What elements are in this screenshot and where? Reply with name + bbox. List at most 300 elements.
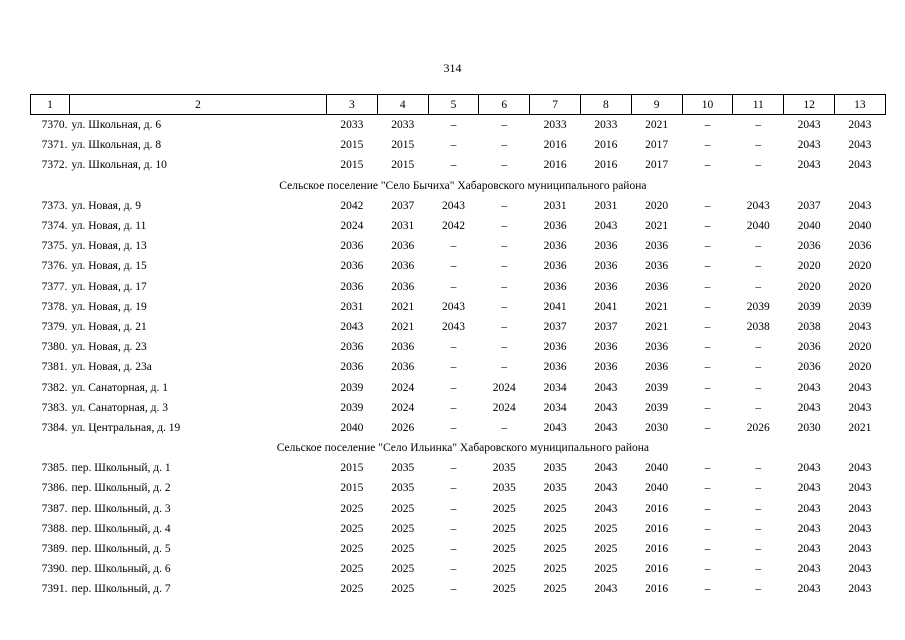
row-value: 2043 (848, 502, 872, 515)
row-value: 2043 (848, 119, 872, 132)
row-value: 2025 (492, 522, 516, 535)
row-value: 2035 (543, 462, 567, 475)
row-value: 2043 (848, 462, 872, 475)
row-value: – (704, 139, 711, 152)
row-value: 2024 (391, 401, 415, 414)
row-value: – (704, 421, 711, 434)
row-value: 2025 (543, 563, 567, 576)
row-value: 2043 (746, 199, 770, 212)
row-value: 2043 (441, 320, 465, 333)
row-value: 2021 (391, 300, 415, 313)
row-value: 2036 (391, 260, 415, 273)
row-value: 2025 (391, 522, 415, 535)
row-value: 2043 (848, 199, 872, 212)
row-value: 2043 (797, 502, 821, 515)
row-value: – (450, 119, 457, 132)
row-value: 2037 (594, 320, 618, 333)
row-value: 2015 (391, 159, 415, 172)
row-value: 2036 (645, 361, 669, 374)
row-value: 2036 (340, 341, 364, 354)
row-value: – (704, 341, 711, 354)
row-value: 2043 (441, 300, 465, 313)
row-value: – (755, 341, 762, 354)
row-value: 2037 (543, 320, 567, 333)
row-value: 2033 (543, 119, 567, 132)
row-address: ул. Новая, д. 21 (71, 320, 147, 333)
row-value: – (755, 381, 762, 394)
row-value: – (704, 240, 711, 253)
row-number: 7370. (41, 119, 68, 132)
row-value: 2020 (645, 199, 669, 212)
row-value: 2036 (645, 280, 669, 293)
row-value: 2015 (340, 159, 364, 172)
row-value: 2025 (492, 502, 516, 515)
row-value: 2021 (645, 119, 669, 132)
row-value: 2036 (391, 280, 415, 293)
row-value: 2025 (492, 543, 516, 556)
section-title: Сельское поселение "Село Ильинка" Хабаровского муниципального района (276, 442, 650, 455)
row-value: 2016 (645, 543, 669, 556)
row-value: 2025 (391, 583, 415, 596)
row-value: – (450, 543, 457, 556)
row-value: 2040 (848, 220, 872, 233)
row-value: 2039 (340, 401, 364, 414)
row-value: 2025 (340, 502, 364, 515)
row-number: 7383. (41, 401, 68, 414)
row-value: – (450, 260, 457, 273)
row-address: ул. Санаторная, д. 1 (71, 381, 168, 394)
row-value: 2035 (391, 462, 415, 475)
table-header (31, 95, 886, 115)
row-value: 2036 (340, 361, 364, 374)
row-value: – (704, 563, 711, 576)
row-value: 2037 (391, 199, 415, 212)
row-value: – (450, 583, 457, 596)
row-value: – (755, 361, 762, 374)
row-value: 2034 (543, 401, 567, 414)
row-value: – (450, 522, 457, 535)
row-value: – (755, 583, 762, 596)
row-value: – (450, 341, 457, 354)
row-value: – (704, 401, 711, 414)
row-value: – (704, 583, 711, 596)
row-value: – (450, 563, 457, 576)
section-row (31, 438, 886, 458)
row-value: 2021 (645, 300, 669, 313)
header-cell: 1 (31, 95, 70, 115)
row-address: ул. Новая, д. 23 (71, 341, 147, 354)
row-address: пер. Школьный, д. 6 (71, 563, 171, 576)
row-address: ул. Школьная, д. 8 (71, 139, 162, 152)
row-value: – (501, 220, 508, 233)
table-row (31, 256, 886, 276)
row-number: 7379. (41, 320, 68, 333)
row-value: 2043 (797, 401, 821, 414)
row-value: 2024 (492, 401, 516, 414)
row-value: 2036 (797, 341, 821, 354)
header-cell: 6 (479, 95, 530, 115)
row-value: 2016 (645, 502, 669, 515)
row-value: – (450, 421, 457, 434)
section-row (31, 176, 886, 196)
table-row (31, 398, 886, 418)
row-number: 7382. (41, 381, 68, 394)
row-value: 2036 (594, 341, 618, 354)
row-address: ул. Новая, д. 11 (71, 220, 147, 233)
row-value: 2024 (391, 381, 415, 394)
table-row (31, 478, 886, 498)
row-value: 2036 (340, 280, 364, 293)
row-value: 2036 (543, 280, 567, 293)
row-value: 2039 (645, 381, 669, 394)
row-value: – (501, 139, 508, 152)
row-value: 2024 (340, 220, 364, 233)
row-number: 7378. (41, 300, 68, 313)
row-value: 2043 (848, 543, 872, 556)
row-value: 2025 (492, 563, 516, 576)
row-value: 2040 (340, 421, 364, 434)
row-value: – (755, 543, 762, 556)
row-value: 2035 (543, 482, 567, 495)
row-value: 2036 (645, 260, 669, 273)
row-value: 2043 (848, 320, 872, 333)
row-value: 2036 (391, 240, 415, 253)
row-value: 2043 (594, 401, 618, 414)
row-value: – (450, 159, 457, 172)
row-number: 7384. (41, 421, 68, 434)
row-value: – (704, 482, 711, 495)
row-value: 2020 (797, 260, 821, 273)
row-value: 2039 (746, 300, 770, 313)
row-value: 2025 (543, 522, 567, 535)
row-value: 2043 (797, 543, 821, 556)
row-value: 2025 (340, 522, 364, 535)
row-address: пер. Школьный, д. 2 (71, 482, 171, 495)
row-value: – (501, 240, 508, 253)
row-value: 2042 (441, 220, 465, 233)
row-value: 2039 (645, 401, 669, 414)
table-row (31, 317, 886, 337)
row-value: 2043 (594, 220, 618, 233)
row-number: 7374. (41, 220, 68, 233)
row-value: – (755, 240, 762, 253)
header-cell: 8 (580, 95, 631, 115)
row-value: 2042 (340, 199, 364, 212)
row-number: 7373. (41, 199, 68, 212)
row-value: 2016 (645, 522, 669, 535)
row-value: 2036 (594, 280, 618, 293)
row-number: 7371. (41, 139, 68, 152)
row-value: – (501, 421, 508, 434)
row-value: – (704, 462, 711, 475)
row-number: 7381. (41, 361, 68, 374)
row-value: 2043 (848, 522, 872, 535)
row-value: 2038 (797, 320, 821, 333)
header-row (31, 95, 886, 115)
table-row (31, 297, 886, 317)
row-value: 2043 (543, 421, 567, 434)
table-body (31, 115, 886, 600)
row-value: – (755, 139, 762, 152)
table-row (31, 458, 886, 478)
row-value: 2043 (594, 381, 618, 394)
row-value: 2039 (797, 300, 821, 313)
row-value: 2036 (594, 361, 618, 374)
table-row (31, 519, 886, 539)
row-number: 7385. (41, 462, 68, 475)
row-value: 2016 (594, 139, 618, 152)
row-value: 2040 (746, 220, 770, 233)
row-value: 2036 (797, 240, 821, 253)
row-value: 2024 (492, 381, 516, 394)
row-value: 2025 (391, 543, 415, 556)
row-value: 2043 (848, 401, 872, 414)
table-row (31, 539, 886, 559)
row-value: 2043 (848, 482, 872, 495)
row-value: – (450, 280, 457, 293)
row-value: – (501, 280, 508, 293)
row-value: 2016 (645, 563, 669, 576)
row-value: 2039 (340, 381, 364, 394)
row-value: – (450, 482, 457, 495)
row-value: 2043 (848, 583, 872, 596)
row-address: пер. Школьный, д. 3 (71, 502, 171, 515)
row-value: – (704, 361, 711, 374)
header-cell: 9 (631, 95, 682, 115)
row-value: 2015 (391, 139, 415, 152)
row-value: 2033 (340, 119, 364, 132)
row-value: – (704, 522, 711, 535)
row-value: 2021 (645, 320, 669, 333)
row-value: 2036 (543, 341, 567, 354)
header-cell: 5 (428, 95, 479, 115)
row-number: 7389. (41, 543, 68, 556)
row-value: 2043 (848, 139, 872, 152)
row-value: 2025 (340, 543, 364, 556)
row-value: 2030 (797, 421, 821, 434)
header-cell: 7 (530, 95, 581, 115)
row-value: 2036 (594, 240, 618, 253)
row-value: 2036 (391, 361, 415, 374)
row-number: 7376. (41, 260, 68, 273)
table-row (31, 579, 886, 599)
header-cell: 3 (327, 95, 378, 115)
row-value: 2016 (594, 159, 618, 172)
row-value: 2036 (594, 260, 618, 273)
row-value: 2025 (391, 563, 415, 576)
table-row (31, 196, 886, 216)
row-value: 2030 (645, 421, 669, 434)
row-number: 7390. (41, 563, 68, 576)
row-value: 2021 (848, 421, 872, 434)
row-value: 2020 (848, 260, 872, 273)
row-address: ул. Школьная, д. 10 (71, 159, 167, 172)
row-value: 2025 (543, 583, 567, 596)
row-value: 2036 (543, 240, 567, 253)
row-value: 2021 (645, 220, 669, 233)
row-value: – (755, 401, 762, 414)
table-row (31, 337, 886, 357)
row-value: 2043 (797, 159, 821, 172)
header-cell: 13 (834, 95, 885, 115)
row-value: 2025 (543, 502, 567, 515)
row-value: 2025 (594, 563, 618, 576)
row-value: 2017 (645, 159, 669, 172)
row-value: – (501, 199, 508, 212)
row-value: 2036 (340, 260, 364, 273)
row-value: 2041 (543, 300, 567, 313)
section-title: Сельское поселение "Село Бычиха" Хабаровского муниципального района (279, 179, 647, 192)
row-value: 2034 (543, 381, 567, 394)
row-value: 2025 (492, 583, 516, 596)
row-value: – (755, 462, 762, 475)
row-value: 2015 (340, 482, 364, 495)
row-address: ул. Новая, д. 19 (71, 300, 147, 313)
row-value: 2035 (391, 482, 415, 495)
row-address: ул. Новая, д. 15 (71, 260, 147, 273)
row-value: 2025 (594, 543, 618, 556)
row-value: – (450, 401, 457, 414)
row-value: 2035 (492, 482, 516, 495)
row-value: – (755, 119, 762, 132)
row-number: 7386. (41, 482, 68, 495)
row-number: 7380. (41, 341, 68, 354)
row-value: – (450, 139, 457, 152)
row-value: 2026 (746, 421, 770, 434)
row-value: 2036 (340, 240, 364, 253)
row-value: 2040 (645, 482, 669, 495)
row-value: 2021 (391, 320, 415, 333)
row-value: 2043 (797, 583, 821, 596)
row-value: 2043 (797, 381, 821, 394)
row-number: 7377. (41, 280, 68, 293)
row-value: 2043 (594, 482, 618, 495)
row-address: ул. Новая, д. 13 (71, 240, 147, 253)
row-value: 2040 (645, 462, 669, 475)
row-number: 7375. (41, 240, 68, 253)
row-value: – (450, 361, 457, 374)
table-row (31, 377, 886, 397)
row-address: ул. Санаторная, д. 3 (71, 401, 168, 414)
row-address: ул. Новая, д. 9 (71, 199, 142, 212)
row-value: – (501, 320, 508, 333)
row-value: 2025 (391, 502, 415, 515)
row-value: – (704, 502, 711, 515)
row-value: 2036 (848, 240, 872, 253)
table-row (31, 559, 886, 579)
row-value: 2016 (543, 139, 567, 152)
row-value: 2031 (391, 220, 415, 233)
row-value: 2036 (645, 240, 669, 253)
row-number: 7387. (41, 502, 68, 515)
row-value: – (755, 482, 762, 495)
row-value: 2016 (645, 583, 669, 596)
table-row (31, 236, 886, 256)
table-row (31, 115, 886, 136)
row-value: – (755, 563, 762, 576)
row-value: – (704, 280, 711, 293)
table-row (31, 499, 886, 519)
row-value: 2043 (797, 139, 821, 152)
row-value: 2038 (746, 320, 770, 333)
row-value: 2036 (543, 260, 567, 273)
row-value: – (704, 381, 711, 394)
row-value: – (704, 199, 711, 212)
row-value: – (450, 462, 457, 475)
header-cell: 11 (733, 95, 784, 115)
row-value: – (704, 543, 711, 556)
row-value: 2025 (543, 543, 567, 556)
row-value: – (501, 119, 508, 132)
row-value: 2020 (848, 280, 872, 293)
row-value: 2036 (543, 361, 567, 374)
row-address: пер. Школьный, д. 5 (71, 543, 171, 556)
table-row (31, 135, 886, 155)
row-value: 2043 (594, 462, 618, 475)
row-value: 2033 (594, 119, 618, 132)
row-value: 2043 (797, 522, 821, 535)
row-value: – (450, 381, 457, 394)
table-row (31, 155, 886, 175)
row-value: 2043 (848, 159, 872, 172)
row-value: 2035 (492, 462, 516, 475)
row-value: – (501, 260, 508, 273)
row-value: 2043 (340, 320, 364, 333)
row-value: 2040 (797, 220, 821, 233)
page-number: 314 (443, 61, 462, 75)
row-value: 2015 (340, 462, 364, 475)
row-value: – (501, 341, 508, 354)
row-number: 7391. (41, 583, 68, 596)
table-row (31, 357, 886, 377)
row-value: 2031 (543, 199, 567, 212)
row-value: – (450, 240, 457, 253)
row-value: – (704, 220, 711, 233)
row-value: 2020 (848, 341, 872, 354)
row-value: – (501, 361, 508, 374)
row-value: 2043 (797, 119, 821, 132)
row-value: 2043 (797, 462, 821, 475)
row-address: ул. Новая, д. 23а (71, 361, 152, 374)
row-value: 2026 (391, 421, 415, 434)
table-row (31, 216, 886, 236)
row-address: ул. Школьная, д. 6 (71, 119, 162, 132)
row-value: 2025 (594, 522, 618, 535)
header-cell: 2 (70, 95, 327, 115)
row-value: 2043 (594, 583, 618, 596)
row-address: пер. Школьный, д. 7 (71, 583, 171, 596)
row-value: – (755, 502, 762, 515)
row-value: 2031 (594, 199, 618, 212)
row-value: 2043 (797, 482, 821, 495)
row-value: – (704, 320, 711, 333)
row-value: 2020 (797, 280, 821, 293)
row-value: – (501, 300, 508, 313)
row-address: пер. Школьный, д. 4 (71, 522, 171, 535)
row-value: 2020 (848, 361, 872, 374)
table-row (31, 277, 886, 297)
header-cell: 10 (682, 95, 733, 115)
row-value: – (704, 260, 711, 273)
row-value: – (704, 300, 711, 313)
data-table (30, 94, 886, 600)
row-value: – (704, 119, 711, 132)
row-value: 2043 (441, 199, 465, 212)
row-value: – (755, 522, 762, 535)
row-number: 7388. (41, 522, 68, 535)
row-value: 2037 (797, 199, 821, 212)
row-address: ул. Центральная, д. 19 (71, 421, 181, 434)
